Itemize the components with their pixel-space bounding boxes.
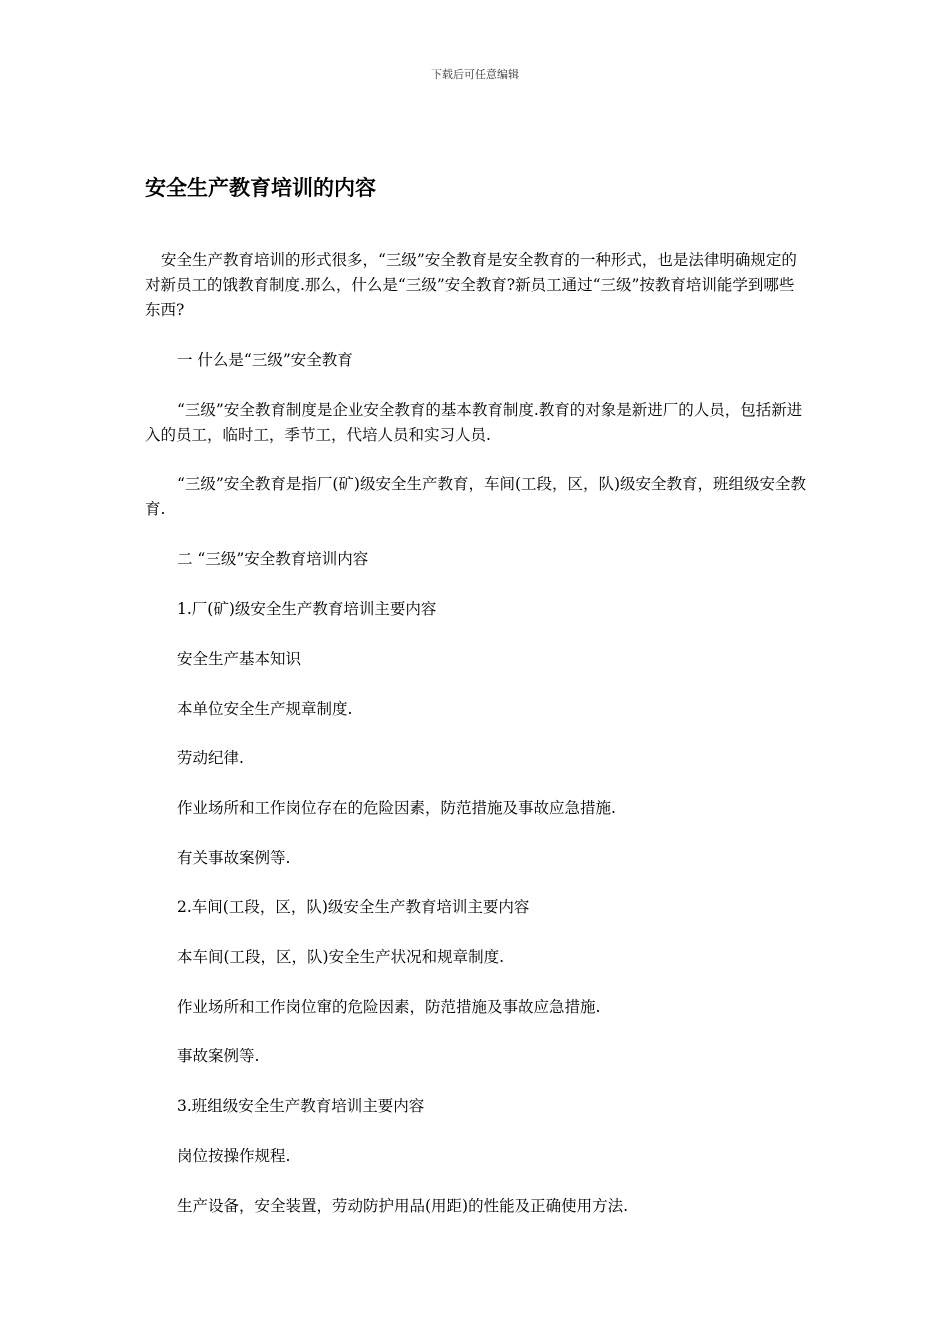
section1-heading: 一 什么是“三级”安全教育 xyxy=(177,351,353,369)
section1-paragraph-1: “三级”安全教育制度是企业安全教育的基本教育制度.教育的对象是新进厂的人员，包括新进入的员工，临时工，季节工，代培人员和实习人员. xyxy=(145,401,803,444)
intro-paragraph: 安全生产教育培训的形式很多，“三级”安全教育是安全教育的一种形式，也是法律明确规定的对新员工的饿教育制度.那么，什么是“三级”安全教育?新员工通过“三级”按教育培训能学到哪些东西? xyxy=(145,251,797,319)
list-item: 作业场所和工作岗位窜的危险因素，防范措施及事故应急措施. xyxy=(177,998,601,1016)
list-item: 有关事故案例等. xyxy=(177,849,291,867)
subsection2-title: 2.车间(工段，区，队)级安全生产教育培训主要内容 xyxy=(177,898,530,916)
list-item: 本车间(工段，区，队)安全生产状况和规章制度. xyxy=(177,948,505,966)
list-item: 生产设备，安全装置，劳动防护用品(用距)的性能及正确使用方法. xyxy=(177,1197,629,1215)
list-item: 作业场所和工作岗位存在的危险因素，防范措施及事故应急措施. xyxy=(177,799,616,817)
list-item: 本单位安全生产规章制度. xyxy=(177,700,353,718)
section1-paragraph-2: “三级”安全教育是指厂(矿)级安全生产教育，车间(工段，区，队)级安全教育，班组级安全教育. xyxy=(145,475,807,518)
list-item: 岗位按操作规程. xyxy=(177,1147,291,1165)
document-title: 安全生产教育培训的内容 xyxy=(145,176,376,200)
list-item: 事故案例等. xyxy=(177,1047,260,1065)
list-item: 劳动纪律. xyxy=(177,749,244,767)
section2-heading: 二 “三级”安全教育培训内容 xyxy=(177,550,369,568)
subsection3-title: 3.班组级安全生产教育培训主要内容 xyxy=(177,1097,425,1115)
subsection1-title: 1.厂(矿)级安全生产教育培训主要内容 xyxy=(177,600,437,618)
page-header: 下载后可任意编辑 xyxy=(431,68,519,81)
list-item: 安全生产基本知识 xyxy=(177,650,302,668)
